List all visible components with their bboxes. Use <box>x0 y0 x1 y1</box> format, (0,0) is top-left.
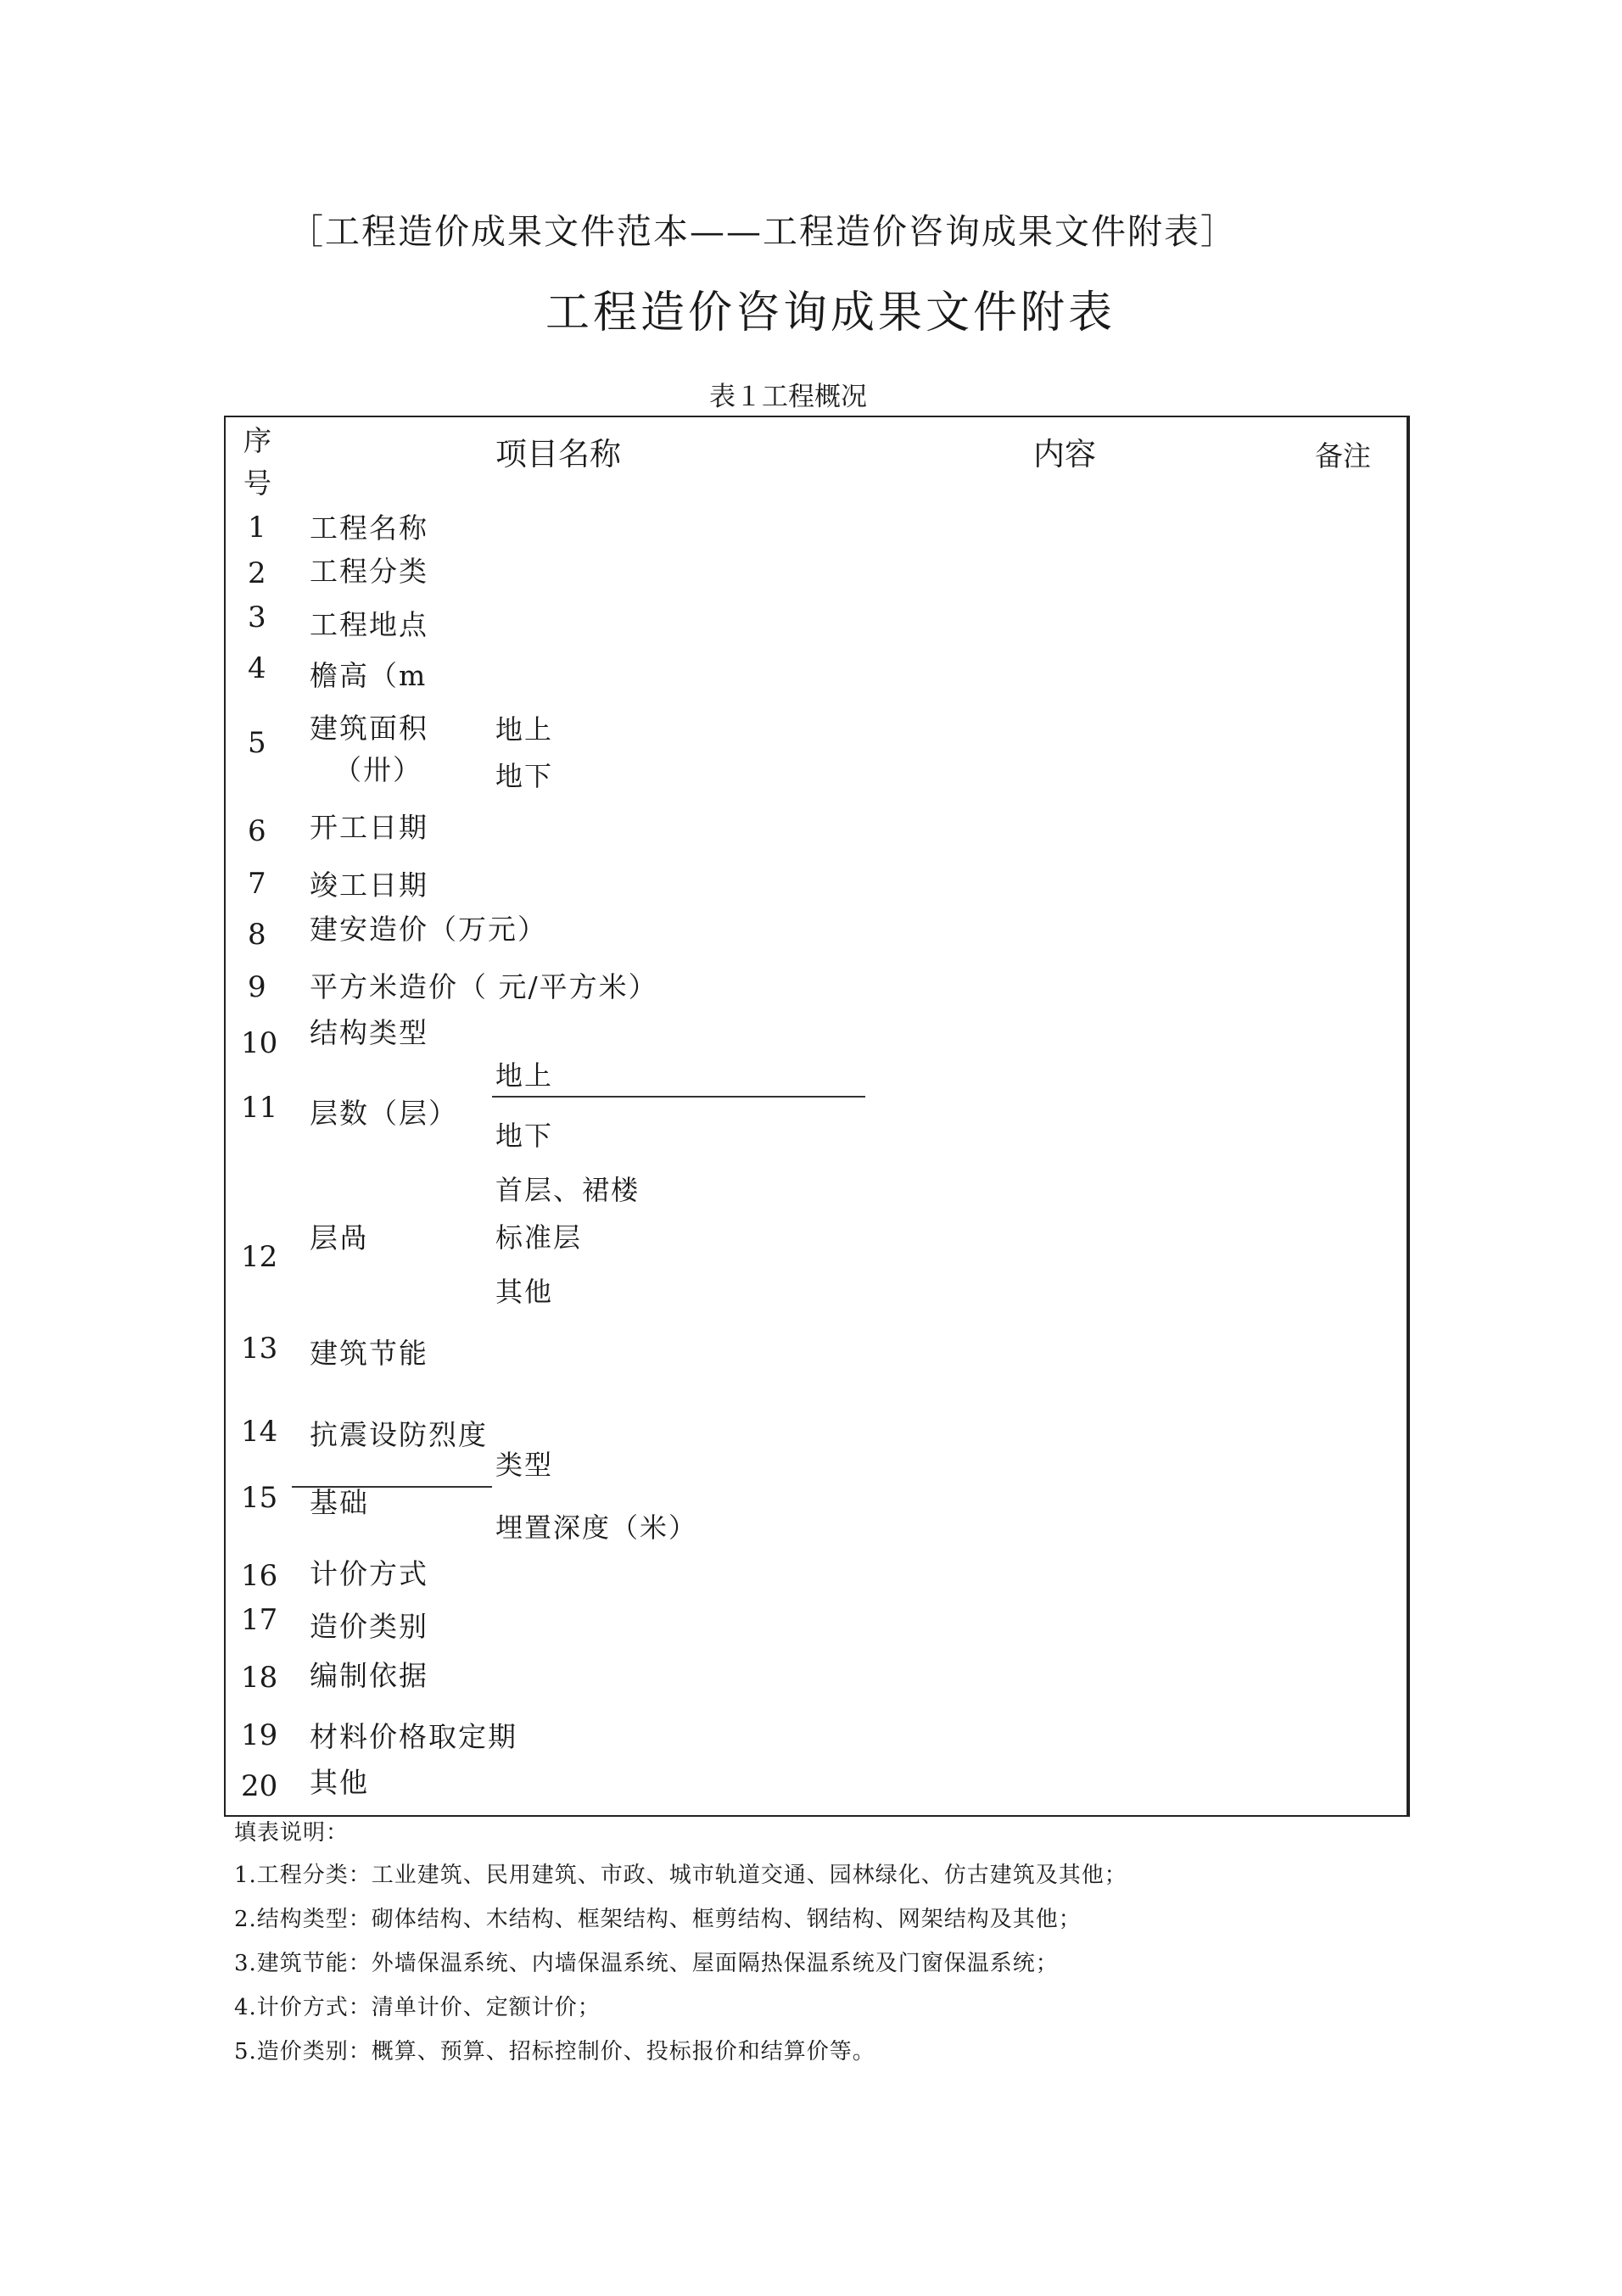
page-title: 工程造价咨询成果文件附表 <box>545 288 1116 338</box>
row-item-name: 建筑面积 <box>310 712 428 745</box>
row-item-name: 檐高（m <box>310 659 428 692</box>
row-item-name: 平方米造价（ 元/平方米） <box>310 970 658 1003</box>
row-item-name: 结构类型 <box>310 1016 428 1049</box>
row-item-name-unit: （卅） <box>333 753 422 786</box>
row-number: 9 <box>248 970 266 1004</box>
row-number: 6 <box>248 814 266 848</box>
row-number: 11 <box>241 1091 278 1125</box>
header-seq-line2: 号 <box>243 466 271 500</box>
sub-item: 地下 <box>495 1120 554 1152</box>
note-item: 2.结构类型：砌体结构、木结构、框架结构、框剪结构、钢结构、网架结构及其他； <box>234 1907 1082 1932</box>
sub-item: 地上 <box>495 713 554 746</box>
sub-item: 地下 <box>495 760 554 792</box>
sub-item: 其他 <box>495 1276 554 1308</box>
header-item-name: 项目名称 <box>495 436 621 472</box>
row-item-name: 工程分类 <box>310 555 428 588</box>
row-number: 18 <box>241 1661 278 1695</box>
row-item-name: 抗震设防烈度 <box>310 1418 488 1451</box>
row-number: 17 <box>241 1603 278 1637</box>
row-number: 10 <box>241 1026 278 1060</box>
note-item: 4.计价方式：清单计价、定额计价； <box>234 1995 601 2020</box>
row-number: 16 <box>241 1559 278 1593</box>
row-item-name: 层数（层） <box>310 1097 458 1130</box>
row-number: 7 <box>248 867 266 901</box>
row-item-name: 建安造价（万元） <box>310 913 547 946</box>
row-item-name: 层咼 <box>310 1221 369 1254</box>
sub-item: 首层、裙楼 <box>495 1174 640 1206</box>
header-remarks: 备注 <box>1315 439 1371 472</box>
sub-item: 类型 <box>495 1449 554 1481</box>
sub-item: 标准层 <box>495 1221 583 1254</box>
document-header: ［工程造价成果文件范本——工程造价咨询成果文件附表］ <box>288 211 1237 252</box>
row-item-name: 其他 <box>310 1766 369 1799</box>
header-seq-line1: 序 <box>243 424 271 457</box>
note-item: 5.造价类别：概算、预算、招标控制价、投标报价和结算价等。 <box>234 2039 875 2064</box>
row-number: 1 <box>248 511 266 545</box>
row-number: 12 <box>241 1240 278 1274</box>
row-number: 5 <box>248 726 266 760</box>
row-item-name: 建筑节能 <box>310 1337 428 1370</box>
header-content: 内容 <box>1033 436 1096 472</box>
row-item-name: 材料价格取定期 <box>310 1720 517 1753</box>
sub-item: 地上 <box>495 1059 554 1092</box>
row-number: 4 <box>248 651 266 685</box>
table-caption: 表１工程概况 <box>709 382 867 412</box>
row-number: 2 <box>248 556 266 590</box>
row-item-name: 工程地点 <box>310 608 428 641</box>
note-item: 3.建筑节能：外墙保温系统、内墙保温系统、屋面隔热保温系统及门窗保温系统； <box>234 1951 1059 1976</box>
row-item-name: 编制依据 <box>310 1659 428 1692</box>
row-number: 8 <box>248 918 266 952</box>
row-number: 15 <box>241 1481 278 1515</box>
row-number: 14 <box>241 1415 278 1449</box>
row-item-name: 造价类别 <box>310 1610 428 1643</box>
row-item-name: 工程名称 <box>310 511 428 545</box>
row-item-name: 竣工日期 <box>310 869 428 902</box>
row-number: 20 <box>241 1769 278 1803</box>
sub-item: 埋置深度（米） <box>495 1511 698 1544</box>
row-number: 3 <box>248 601 266 634</box>
row-item-name: 基础 <box>310 1486 369 1519</box>
row-item-name: 计价方式 <box>310 1557 428 1590</box>
notes-heading: 填表说明： <box>234 1820 350 1846</box>
row-number: 13 <box>241 1332 278 1366</box>
row-item-name: 开工日期 <box>310 811 428 844</box>
row-number: 19 <box>241 1718 278 1752</box>
note-item: 1.工程分类：工业建筑、民用建筑、市政、城市轨道交通、园林绿化、仿古建筑及其他； <box>234 1863 1127 1888</box>
sub-divider <box>492 1096 865 1098</box>
